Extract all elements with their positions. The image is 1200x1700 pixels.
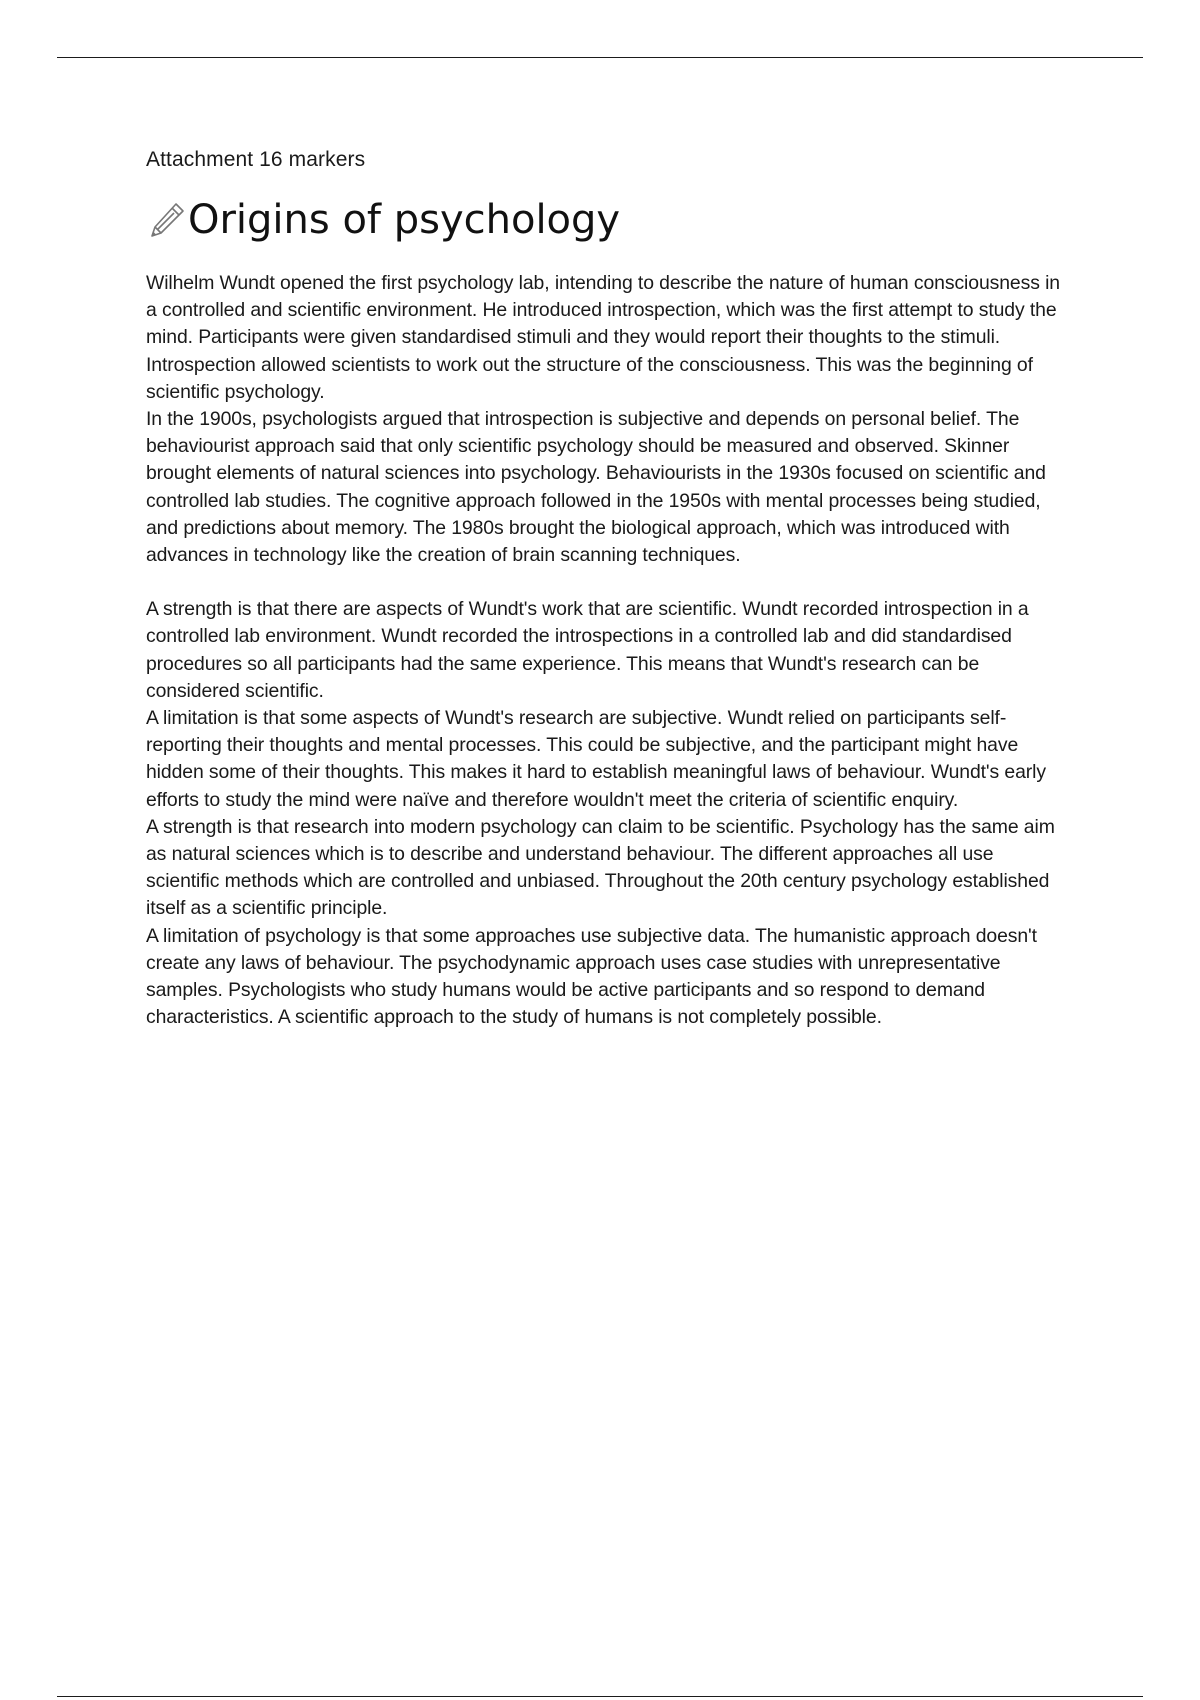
paragraph-spacer bbox=[146, 569, 1066, 596]
paragraph-strength-modern: A strength is that research into modern psychology can claim to be scientific. Psychology has the same aim as natural sciences which is to describe and understand behaviour. The different approaches all use scientific methods which are controlled and unbiased. Throughout the 20th century psychology established itself as a scientific principle. bbox=[146, 815, 1055, 920]
paragraph-limitation-approaches: A limitation of psychology is that some approaches use subjective data. The humanistic approach doesn't create any laws of behaviour. The psychodynamic approach uses case studies with unrepresentative samples. Psychologists who study humans would be active participants and so respond to demand characteristics. A scientific approach to the study of humans is not completely possible. bbox=[146, 924, 1037, 1029]
paragraph-strength-wundt: A strength is that there are aspects of Wundt's work that are scientific. Wundt recorded introspection in a controlled lab environment. Wundt recorded the introspections in a controlled lab and did standardised procedures so all participants had the same experience. This means that Wundt's research can be considered scientific. bbox=[146, 598, 1029, 702]
page-title-text: Origins of psychology bbox=[188, 197, 621, 243]
body-text bbox=[146, 270, 1066, 1031]
attachment-label: Attachment 16 markers bbox=[146, 148, 366, 171]
pencil-icon bbox=[146, 199, 188, 241]
paragraph-wundt-lab: Wilhelm Wundt opened the first psychology lab, intending to describe the nature of human consciousness in a controlled and scientific environment. He introduced introspection, which was the first attempt to study the mind. Participants were given standardised stimuli and they would report their thoughts to the stimuli. Introspection allowed scientists to work out the structure of the consciousness. This was the beginning of scientific psychology. bbox=[146, 272, 1060, 403]
footer-rule bbox=[57, 1696, 1143, 1697]
document-body bbox=[146, 146, 1066, 1031]
paragraph-limitation-wundt: A limitation is that some aspects of Wundt's research are subjective. Wundt relied on participants self-reporting their thoughts and mental processes. This could be subjective, and the participant might have hidden some of their thoughts. This makes it hard to establish meaningful laws of behaviour. Wundt's early efforts to study the mind were naïve and therefore wouldn't meet the criteria of scientific enquiry. bbox=[146, 707, 1046, 811]
page-title bbox=[146, 194, 1066, 246]
header-rule bbox=[57, 57, 1143, 58]
paragraph-1900s-history: In the 1900s, psychologists argued that introspection is subjective and depends on personal belief. The behaviourist approach said that only scientific psychology should be measured and observed. Skinner brought elements of natural sciences into psychology. Behaviourists in the 1930s focused on scientific and controlled lab studies. The cognitive approach followed in the 1950s with mental processes being studied, and predictions about memory. The 1980s brought the biological approach, which was introduced with advances in technology like the creation of brain scanning techniques. bbox=[146, 408, 1046, 567]
